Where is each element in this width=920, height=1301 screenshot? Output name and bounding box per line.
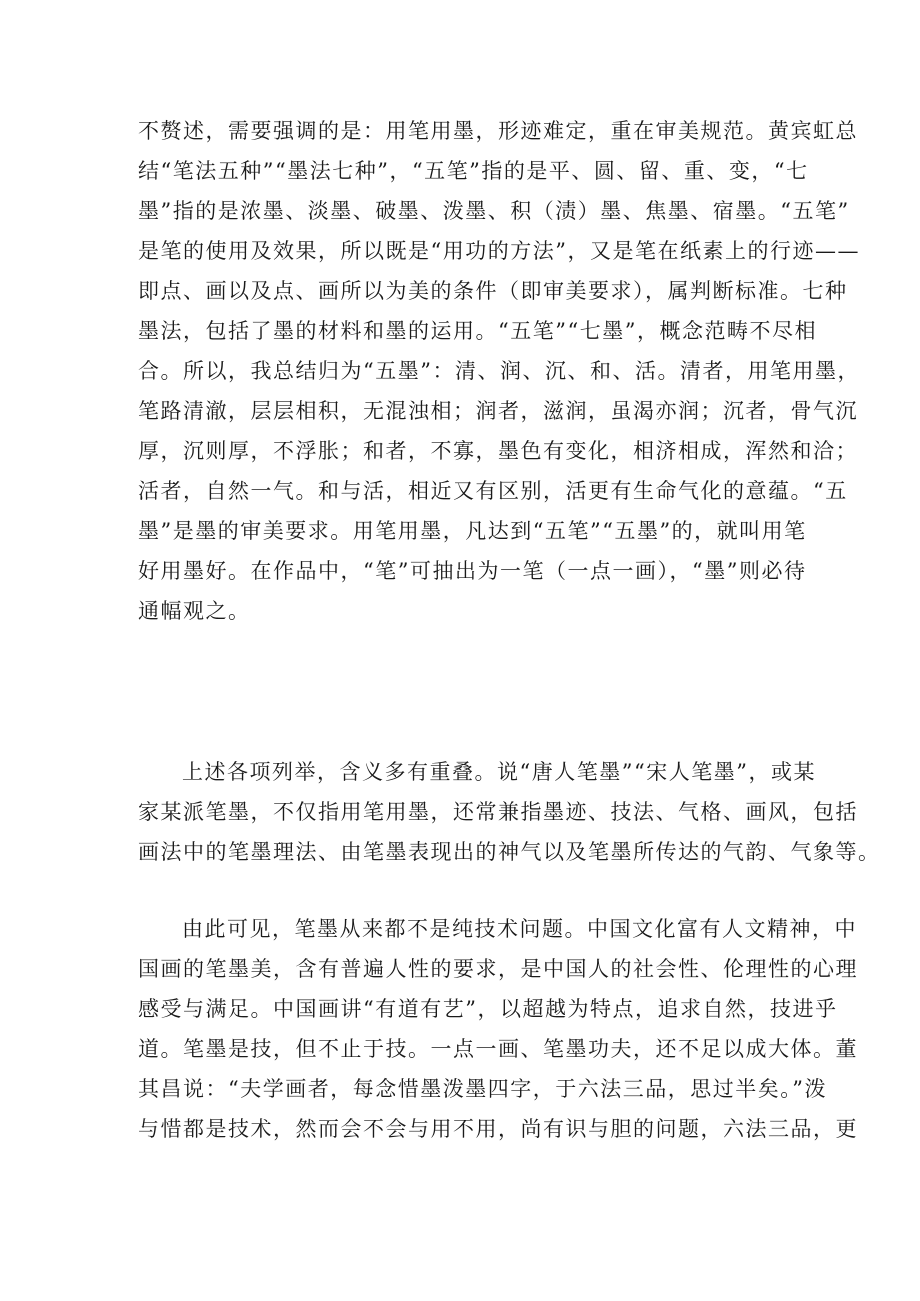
text-line: 墨”指的是浓墨、淡墨、破墨、泼墨、积（渍）墨、焦墨、宿墨。“五笔” — [138, 199, 850, 223]
text-line: 好用墨好。在作品中，“笔”可抽出为一笔（一点一画），“墨”则必待 — [138, 559, 807, 583]
text-line: 其昌说：“夫学画者，每念惜墨泼墨四字，于六法三品，思过半矣。”泼 — [138, 1077, 827, 1101]
text-line: 画法中的笔墨理法、由笔墨表现出的神气以及笔墨所传达的气韵、气象等。 — [138, 840, 881, 864]
paragraph-2 — [138, 752, 881, 872]
text-line: 即点、画以及点、画所以为美的条件（即审美要求），属判断标准。七种 — [138, 279, 848, 303]
text-line: 墨法，包括了墨的材料和墨的运用。“五笔”“七墨”，概念范畴不尽相 — [138, 319, 817, 343]
text-line: 活者，自然一气。和与活，相近又有区别，活更有生命气化的意蕴。“五 — [138, 479, 848, 503]
text-line: 上述各项列举，含义多有重叠。说“唐人笔墨”“宋人笔墨”，或某 — [182, 760, 816, 784]
text-line: 是笔的使用及效果，所以既是“用功的方法”，又是笔在纸素上的行迹—— — [138, 239, 860, 263]
text-line: 道。笔墨是技，但不止于技。一点一画、笔墨功夫，还不足以成大体。董 — [138, 1037, 858, 1061]
text-line: 家某派笔墨，不仅指用笔用墨，还常兼指墨迹、技法、气格、画风，包括 — [138, 800, 858, 824]
text-line: 合。所以，我总结归为“五墨”：清、润、沉、和、活。清者，用笔用墨， — [138, 359, 860, 383]
text-line: 与惜都是技术，然而会不会与用不用，尚有识与胆的问题，六法三品，更 — [138, 1117, 858, 1141]
text-line: 墨”是墨的审美要求。用笔用墨，凡达到“五笔”“五墨”的，就叫用笔 — [138, 519, 807, 543]
text-line: 笔路清澈，层层相积，无混浊相；润者，滋润，虽渴亦润；沉者，骨气沉 — [138, 399, 858, 423]
text-line: 由此可见，笔墨从来都不是纯技术问题。中国文化富有人文精神，中 — [182, 917, 857, 941]
text-line: 结“笔法五种”“墨法七种”，“五笔”指的是平、圆、留、重、变，“七 — [138, 159, 809, 183]
text-line: 国画的笔墨美，含有普遍人性的要求，是中国人的社会性、伦理性的心理 — [138, 957, 858, 981]
paragraph-3 — [138, 909, 858, 1149]
text-line: 感受与满足。中国画讲“有道有艺”，以超越为特点，追求自然，技进乎 — [138, 997, 838, 1021]
paragraph-1 — [138, 111, 860, 631]
text-line: 厚，沉则厚，不浮胀；和者，不寡，墨色有变化，相济相成，浑然和洽； — [138, 439, 858, 463]
text-line: 通幅观之。 — [138, 599, 251, 623]
text-line: 不赘述，需要强调的是：用笔用墨，形迹难定，重在审美规范。黄宾虹总 — [138, 119, 858, 143]
